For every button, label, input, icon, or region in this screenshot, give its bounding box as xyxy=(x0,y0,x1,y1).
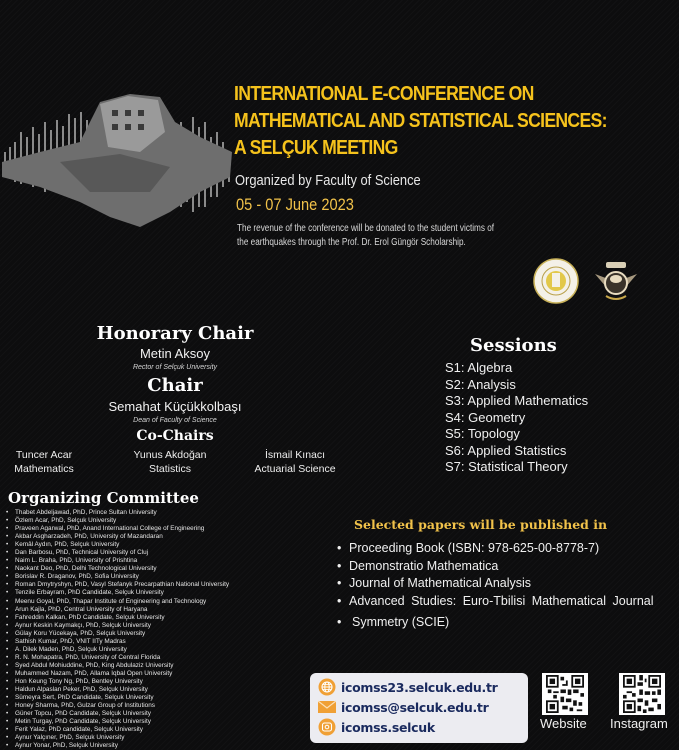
session-item: S5: Topology xyxy=(445,426,520,441)
organized-by: Organized by Faculty of Science xyxy=(235,172,421,189)
contact-email[interactable] xyxy=(318,697,520,717)
publication-item: • Demonstratio Mathematica xyxy=(337,558,677,576)
website-link[interactable]: icomss23.selcuk.edu.tr xyxy=(341,679,498,695)
committee-member: • Thabet Abdeljawad, PhD, Prince Sultan University xyxy=(4,509,229,517)
title-line-1: INTERNATIONAL E-CONFERENCE ON xyxy=(234,82,534,105)
committee-member: • Akbar Asgharzadeh, PhD, University of Mazandaran xyxy=(4,533,229,541)
committee-member: • Dan Barbosu, PhD, Technical University of Cluj xyxy=(4,549,229,557)
session-item: S3: Applied Mathematics xyxy=(445,393,589,408)
committee-member: • Praveen Agarwal, PhD, Anand International College of Engineering xyxy=(4,525,229,533)
instagram-icon xyxy=(318,718,336,736)
revenue-note-line-2: the earthquakes through the Prof. Dr. Erol Güngör Scholarship. xyxy=(237,237,466,248)
co-chairs-heading: Co-Chairs xyxy=(136,428,214,444)
instagram-qr-code[interactable] xyxy=(619,673,665,715)
committee-member: • Metin Turgay, PhD Candidate, Selçuk University xyxy=(4,718,229,726)
committee-member: • Honey Sharma, PhD, Gulzar Group of Institutions xyxy=(4,702,229,710)
instagram-qr-label: Instagram xyxy=(610,716,668,731)
committee-member: • Güner Topcu, PhD Candidate, Selçuk University xyxy=(4,710,229,718)
contact-box xyxy=(310,673,528,743)
session-item: S6: Applied Statistics xyxy=(445,442,567,458)
committee-member: • Naokant Deo, PhD, Delhi Technological University xyxy=(4,565,229,573)
mail-icon xyxy=(318,698,336,716)
honorary-chair-name: Metin Aksoy xyxy=(139,346,211,361)
co-chair-3 xyxy=(245,448,345,476)
committee-member: • Hon Keung Tony Ng, PhD, Bentley University xyxy=(4,678,229,686)
title-line-2: MATHEMATICAL AND STATISTICAL SCIENCES: xyxy=(234,109,607,132)
publications-list xyxy=(337,540,677,632)
publication-item: • Journal of Mathematical Analysis xyxy=(337,575,677,593)
globe-icon xyxy=(318,678,336,696)
honorary-chair-heading: Honorary Chair xyxy=(96,323,254,344)
committee-member: • Kemâl Aydın, PhD, Selçuk University xyxy=(4,541,229,549)
chair-role: Dean of Faculty of Science xyxy=(133,417,217,424)
revenue-note xyxy=(237,222,494,250)
selcuk-university-seal-icon xyxy=(533,258,579,304)
honorary-chair-role: Rector of Selçuk University xyxy=(132,364,218,371)
sessions-heading: Sessions xyxy=(470,335,557,356)
committee-member: • Muhammed Nazam, PhD, Allama Iqbal Open University xyxy=(4,670,229,678)
publications-heading: Selected papers will be published in xyxy=(354,517,608,532)
co-chair-name: İsmail Kınacı xyxy=(264,449,326,461)
contact-instagram[interactable] xyxy=(318,717,520,737)
session-item: S2: Analysis xyxy=(445,376,516,392)
sessions-list xyxy=(445,360,588,476)
title-line-3: A SELÇUK MEETING xyxy=(234,136,398,159)
website-qr-label: Website xyxy=(540,716,587,731)
email-link[interactable]: icomss@selcuk.edu.tr xyxy=(341,699,489,715)
website-qr-code[interactable] xyxy=(542,673,588,715)
session-item: S7: Statistical Theory xyxy=(445,459,568,474)
committee-member: • Özlem Acar, PhD, Selçuk University xyxy=(4,517,229,525)
committee-member: • Syed Abdul Mohiuddine, PhD, King Abdulaziz University xyxy=(4,662,229,670)
earthquake-rubble-graphic xyxy=(0,92,235,237)
co-chair-dept: Statistics xyxy=(148,463,191,475)
committee-member: • R. N. Mohapatra, PhD, University of Central Florida xyxy=(4,654,229,662)
committee-list xyxy=(4,509,229,750)
instagram-link[interactable]: icomss.selcuk xyxy=(341,719,435,735)
session-item: S4: Geometry xyxy=(445,409,526,425)
conference-title xyxy=(234,80,617,161)
icomss-eagle-logo-icon xyxy=(593,258,639,304)
committee-member: • Sümeyra Sert, PhD Candidate, Selçuk University xyxy=(4,694,229,702)
co-chair-1 xyxy=(4,448,84,476)
committee-member: • Arun Kajla, PhD, Central University of Haryana xyxy=(4,606,229,614)
committee-member: • Ferit Yalaz, PhD candidate, Selçuk University xyxy=(4,726,229,734)
publication-item: • Advanced Studies: Euro-Tbilisi Mathematical Journal xyxy=(337,593,677,611)
committee-member: • Fahreddin Kalkan, PhD Candidate, Selçuk University xyxy=(4,614,229,622)
committee-member: • Aynur Yalçıner, PhD, Selçuk University xyxy=(4,734,229,742)
conference-dates: 05 - 07 June 2023 xyxy=(236,195,354,214)
committee-member: • Gülay Koru Yücekaya, PhD, Selçuk University xyxy=(4,630,229,638)
committee-member: • Aynur Yonar, PhD, Selçuk University xyxy=(4,742,229,750)
contact-website[interactable] xyxy=(318,677,520,697)
committee-member: • Roman Dmytryshyn, PhD, Vasyl Stefanyk Precarpathian National University xyxy=(4,581,229,589)
revenue-note-line-1: The revenue of the conference will be donated to the student victims of xyxy=(237,223,495,234)
publication-item: • Proceeding Book (ISBN: 978-625-00-8778-7) xyxy=(337,540,677,558)
organizing-committee-heading: Organizing Committee xyxy=(8,489,199,507)
chair-name: Semahat Küçükkolbaşı xyxy=(108,399,242,414)
committee-member: • Sathish Kumar, PhD, VNIT IITy Madras xyxy=(4,638,229,646)
committee-member: • Aynur Keskin Kaymakçı, PhD, Selçuk University xyxy=(4,622,229,630)
committee-member: • A. Dilek Maden, PhD, Selçuk University xyxy=(4,646,229,654)
publication-item: • Symmetry (SCIE) xyxy=(337,614,677,632)
committee-member: • Naim L. Braha, PhD, University of Prishtina xyxy=(4,557,229,565)
co-chair-dept: Actuarial Science xyxy=(254,463,336,475)
co-chair-name: Tuncer Acar xyxy=(15,449,73,461)
committee-member: • Haldun Alpaslan Peker, PhD, Selçuk University xyxy=(4,686,229,694)
session-item: S1: Algebra xyxy=(445,360,513,375)
committee-member: • Borislav R. Draganov, PhD, Sofia University xyxy=(4,573,229,581)
co-chair-2 xyxy=(125,448,215,476)
co-chair-name: Yunus Akdoğan xyxy=(133,449,207,461)
chair-heading: Chair xyxy=(147,375,203,396)
committee-member: • Meenu Goyal, PhD, Thapar Institute of Engineering and Technology xyxy=(4,598,229,606)
committee-member: • Tenzile Erbayram, PhD Candidate, Selçuk University xyxy=(4,589,229,597)
co-chair-dept: Mathematics xyxy=(14,463,74,475)
